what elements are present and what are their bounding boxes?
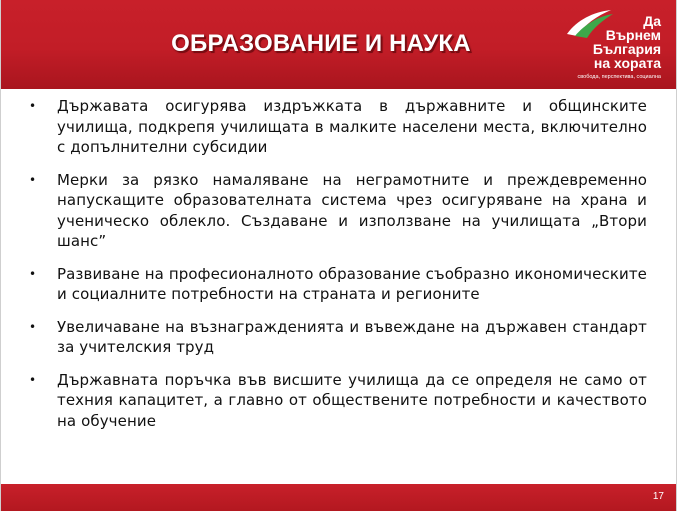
bullet-icon: • xyxy=(29,319,37,334)
page-number: 17 xyxy=(652,491,664,502)
list-item xyxy=(29,170,647,252)
logo-line-4: на хората xyxy=(593,55,661,71)
logo-swoosh-icon xyxy=(553,8,613,38)
list-item xyxy=(29,264,647,305)
bullet-icon: • xyxy=(29,266,37,281)
list-item xyxy=(29,370,647,432)
logo-tagline: свобода, перспектива, социална xyxy=(577,74,661,80)
list-item-text: Развиване на професионалното образование съобразно икономическите и социалните потребности на страната и регионите xyxy=(57,264,647,303)
list-item-text: Държавата осигурява издръжката в държавните и общинските училища, подкрепя училищата в малките населени места, включително с допълнителни субсидии xyxy=(57,97,647,156)
bullet-icon: • xyxy=(29,172,37,187)
logo-line-1: Да xyxy=(643,13,661,29)
party-logo xyxy=(553,8,665,83)
footer-bar xyxy=(1,484,677,511)
list-item-text: Мерки за рязко намаляване на неграмотните и преждевременно напускащите образователната система чрез осигуряване на храна и ученическо облекло. Създаване и използване на училищата „Втори шанс” xyxy=(57,170,647,250)
bullet-list xyxy=(29,96,647,443)
list-item-text: Държавната поръчка във висшите училища да се определя не само от техния капацитет, а главно от обществените потребности и качеството на обучение xyxy=(57,370,647,430)
list-item-text: Увеличаване на възнагражденията и въвеждане на държавен стандарт за учителския труд xyxy=(57,317,647,356)
header-bar xyxy=(1,0,677,89)
logo-line-2: Върнем xyxy=(605,27,661,43)
bullet-icon: • xyxy=(29,99,37,113)
list-item xyxy=(29,96,647,158)
list-item xyxy=(29,317,647,358)
page-title: ОБРАЗОВАНИЕ И НАУКА xyxy=(171,30,471,57)
bullet-icon: • xyxy=(29,372,37,387)
logo-line-3: България xyxy=(592,41,661,57)
